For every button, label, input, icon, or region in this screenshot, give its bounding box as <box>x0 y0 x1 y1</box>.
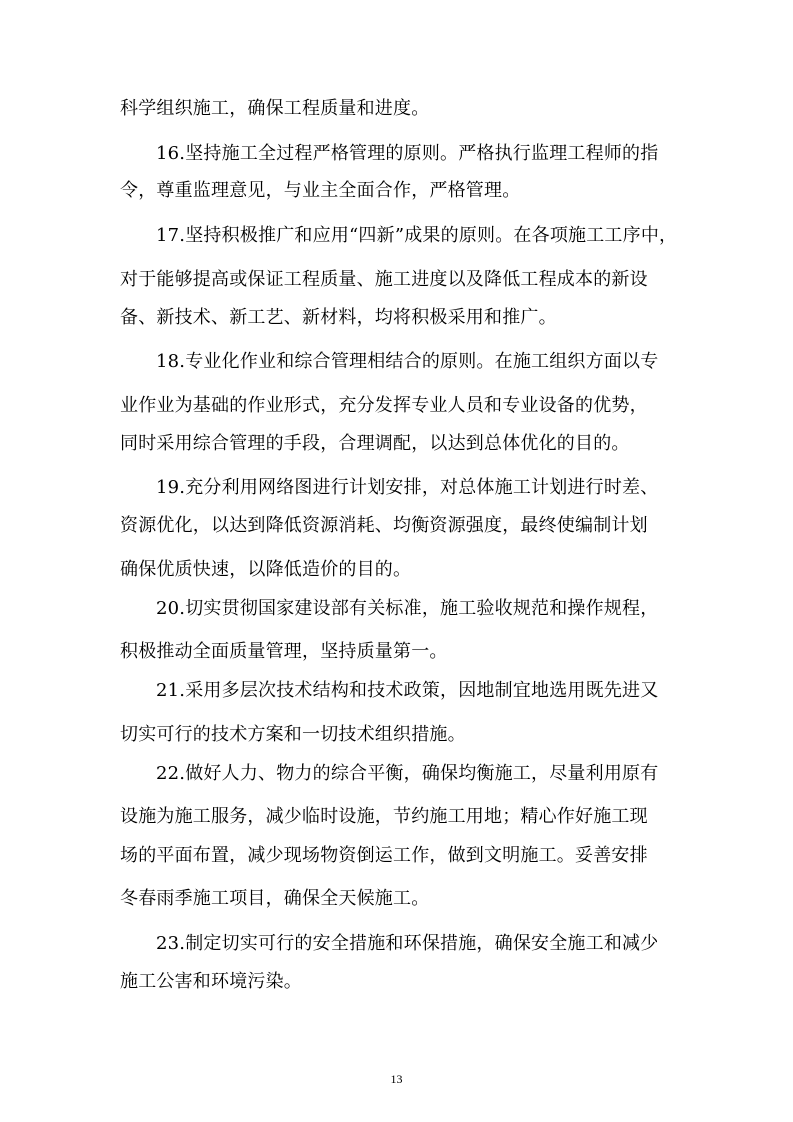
text-line: 22.做好人力、物力的综合平衡，确保均衡施工，尽量利用原有 <box>156 763 659 784</box>
text-line: 积极推动全面质量管理，坚持质量第一。 <box>120 641 448 662</box>
text-line: 16.坚持施工全过程严格管理的原则。严格执行监理工程师的指 <box>156 143 659 164</box>
text-line: 23.制定切实可行的安全措施和环保措施，确保安全施工和减少 <box>156 933 659 954</box>
text-line: 业作业为基础的作业形式，充分发挥专业人员和专业设备的优势， <box>120 395 648 416</box>
text-line: 19.充分利用网络图进行计划安排，对总体施工计划进行时差、 <box>156 477 659 498</box>
text-line: 切实可行的技术方案和一切技术组织措施。 <box>120 724 466 745</box>
text-line: 18.专业化作业和综合管理相结合的原则。在施工组织方面以专 <box>156 351 659 372</box>
text-line: 令，尊重监理意见，与业主全面合作，严格管理。 <box>120 180 521 201</box>
page-number: 13 <box>390 1072 403 1086</box>
text-line: 施工公害和环境污染。 <box>120 971 302 992</box>
text-line: 科学组织施工，确保工程质量和进度。 <box>120 98 430 119</box>
text-line: 确保优质快速，以降低造价的目的。 <box>120 559 412 580</box>
text-line: 备、新技术、新工艺、新材料，均将积极采用和推广。 <box>120 307 557 328</box>
text-line: 场的平面布置，减少现场物资倒运工作，做到文明施工。妥善安排 <box>120 845 648 866</box>
text-line: 同时采用综合管理的手段，合理调配，以达到总体优化的目的。 <box>120 433 630 454</box>
text-line: 冬春雨季施工项目，确保全天候施工。 <box>120 888 430 909</box>
text-line: 设施为施工服务，减少临时设施，节约施工用地；精心作好施工现 <box>120 806 648 827</box>
text-line: 17.坚持积极推广和应用“四新”成果的原则。在各项施工工序中， <box>156 225 678 246</box>
text-line: 资源优化，以达到降低资源消耗、均衡资源强度，最终使编制计划 <box>120 515 648 536</box>
text-line: 20.切实贯彻国家建设部有关标准，施工验收规范和操作规程， <box>156 598 659 619</box>
text-line: 21.采用多层次技术结构和技术政策，因地制宜地选用既先进又 <box>156 680 659 701</box>
text-line: 对于能够提高或保证工程质量、施工进度以及降低工程成本的新设 <box>120 269 648 290</box>
